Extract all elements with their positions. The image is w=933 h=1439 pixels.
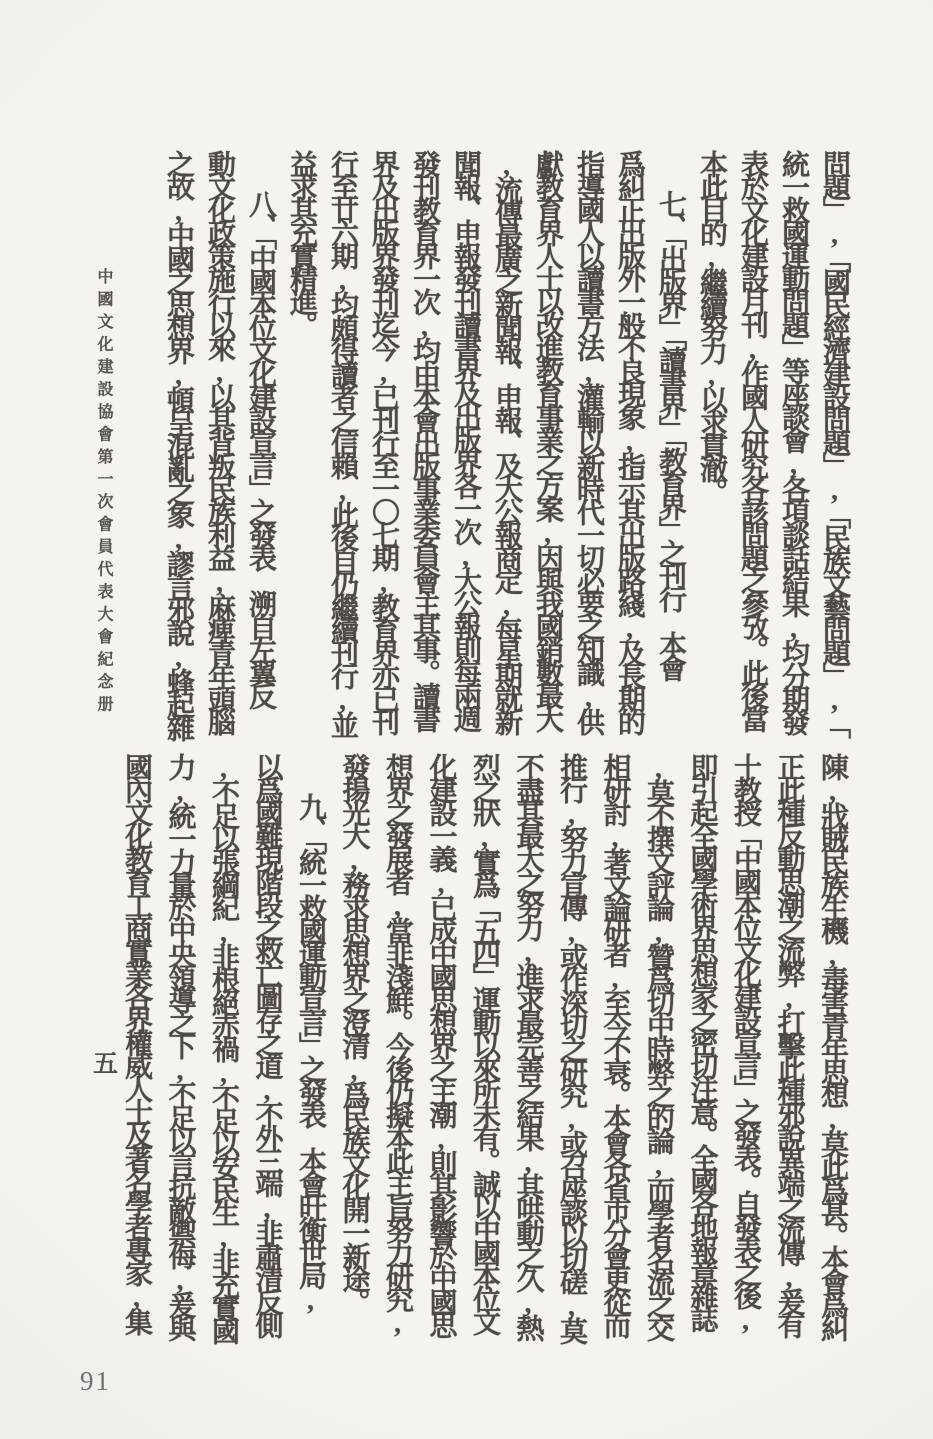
text-column: 益求其充實精進。	[286, 150, 317, 334]
text-column: 陳,戕賊民族生機,毒害青年思想,莫此爲甚。本會爲糾	[817, 753, 848, 1337]
text-column: 問題」,「國民經濟建設問題」,「民族文藝問題」,「	[819, 150, 850, 734]
folio-marker: 五	[93, 1051, 119, 1078]
text-column: 正此種反動思潮之流弊,打擊此種邪說異端之流傳,爰有	[773, 753, 805, 1334]
text-column: 發刊教育界一次,均由本會出版事業委員會主其事。讀書	[409, 150, 440, 728]
text-column: 即引起全國學術界思想家之密切注意。全國各地報章雜誌	[686, 753, 718, 1328]
text-column: 國內文化教育工商實業各界權威人士及著名學者專家,集	[121, 753, 152, 1331]
text-column: 以爲國難現階段之救亡圖存之道,不外三端,非肅清反側	[251, 753, 283, 1334]
text-column: 聞報、申報發刊讀書界及出版界各一次,大公報則每兩週	[450, 150, 481, 728]
text-column: 不盡其最大之努力,進求最完善之結果,其哄動之久,熱	[512, 753, 544, 1337]
page-number: 91	[80, 1366, 111, 1396]
text-column: 發揚光大,務求思想界之澄清,爲民族文化開一新途。	[338, 753, 370, 1311]
text-column: ,流傳最廣之新聞報、申報、及大公報商定,每星期就新	[491, 150, 522, 731]
text-column: 力,統一力量於中央領導之下,不足以言抗敵禦侮,爰與	[164, 753, 196, 1337]
text-column: 化建設一義,已成中國思想界之主潮,則其影響於中國思	[425, 753, 457, 1334]
text-column: 表於文化建設月刊,作國人研究各該問題之參攷。此後當	[737, 150, 768, 728]
text-column: 爲糾正出版外一般不良現象,指示其出版路綫,及長期的	[614, 150, 645, 731]
section-heading-column-8: 八、「中國本位文化建設宣言」之發表 溯自左翼反	[245, 190, 276, 705]
text-column: 獻教育界人士以改進教育事業之方案,因與我國銷數最大	[532, 150, 563, 728]
text-column: 指導國人以讀書方法,灌輸以新時代一切必要之知識,供	[573, 150, 604, 731]
top-text-block	[158, 150, 855, 746]
text-column: 十教授「中國本位文化建設宣言」之發表。自發表之後,	[730, 753, 761, 1331]
text-column: 本此目的,繼續努力,以求貫澈。	[696, 150, 727, 501]
text-column: 統一救國運動問題」等座談會,各項談話結果,均分期發	[778, 150, 809, 731]
running-title: 中國文化建設協會第一次會員代表大會紀念册	[95, 268, 112, 718]
text-column: 行至廿六期,均頗得讀者之信賴,此後自仍繼續刊行,並	[327, 150, 358, 734]
text-column: 之故,中國之思想界,頓呈混亂之象,謬言邪說,蜂起雜	[163, 150, 194, 737]
section-heading-column-7: 七、「出版界」「讀書界」「教育界」之刊行 本會	[655, 190, 686, 677]
text-column: 相研討,著文論研者,至今不衰。本會各省市分會更從而	[599, 753, 631, 1334]
text-column: 動文化政策施行以來,以其背叛民族利益,麻痺青年頭腦	[204, 150, 235, 731]
text-column: 界及出版界發刊迄今,已刊行至一〇七期,教育界亦已刊	[368, 150, 399, 731]
text-column: 烈之狀,實爲「五四」運動以來所未有。誠以中國本位文	[469, 753, 500, 1331]
text-column: 推行,努力宣傳,或作深切之研究,或召座談以切磋,莫	[556, 753, 587, 1340]
text-column: ,莫不撰文評論,贊爲切中時弊之的論,而學者名流之交	[643, 753, 674, 1337]
text-column: 想界之發展者,當非淺鮮。今後仍擬本此主旨努力研究,	[382, 753, 413, 1334]
bottom-text-block	[115, 753, 855, 1353]
text-column: ,不足以張綱紀,非根絕赤禍,不足以安民生,非充實國	[208, 753, 239, 1340]
section-heading-column-9: 九、「統一救國運動宣言」之發表 本會旰衡世局,	[295, 793, 326, 1311]
